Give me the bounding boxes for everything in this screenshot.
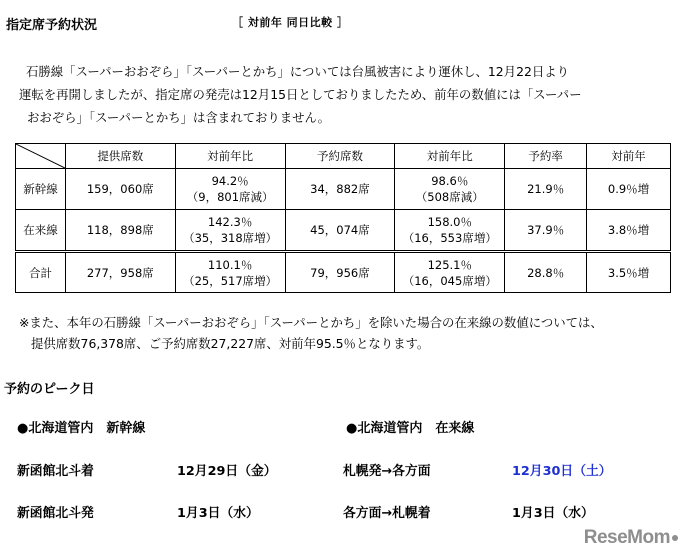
ratio: 98.6％ <box>431 174 469 188</box>
row-label: 在来線 <box>16 210 66 252</box>
seats-yoy-cell <box>175 210 285 252</box>
table-header-row <box>16 144 671 169</box>
rate-yoy-cell: 3.8％増 <box>587 210 671 252</box>
logo-dot-icon <box>672 535 678 541</box>
header-rate: 予約率 <box>505 144 587 169</box>
table-row <box>16 169 671 210</box>
peak-heading: 予約のピーク日 <box>4 382 95 397</box>
rate-yoy-cell: 3.5％増 <box>587 252 671 293</box>
header-seats-yoy: 対前年比 <box>175 144 285 169</box>
rate-yoy-cell: 0.9％増 <box>587 169 671 210</box>
peak-route: 新函館北斗着 <box>17 464 94 479</box>
reserved-yoy-cell <box>395 169 505 210</box>
footnote-line: ※また、本年の石勝線「スーパーおおぞら」「スーパーとかち」を除いた場合の在来線の数値については、 <box>19 315 603 330</box>
peak-route: 各方面→札幌着 <box>343 506 431 521</box>
seats-cell: 277，958席 <box>65 252 175 293</box>
seats-cell: 118，898席 <box>65 210 175 252</box>
ratio: 94.2％ <box>211 174 249 188</box>
reserved-cell: 34，882席 <box>285 169 395 210</box>
reservation-table <box>15 143 671 293</box>
reserved-yoy-cell <box>395 252 505 293</box>
seats-cell: 159，060席 <box>65 169 175 210</box>
diff: （508席減） <box>415 190 484 204</box>
peak-date-highlight: 12月30日（土） <box>512 464 612 479</box>
footnote <box>19 312 603 354</box>
table-row <box>16 210 671 252</box>
rate-cell: 37.9％ <box>505 210 587 252</box>
peak-date: 1月3日（水） <box>177 506 259 521</box>
table-row-total <box>16 252 671 293</box>
section-conventional: ●北海道管内 在来線 <box>346 421 475 436</box>
rate-cell: 21.9％ <box>505 169 587 210</box>
ratio: 110.1％ <box>207 257 253 272</box>
row-label: 新幹線 <box>16 169 66 210</box>
peak-route: 札幌発→各方面 <box>343 464 431 479</box>
peak-route: 新函館北斗発 <box>17 506 94 521</box>
intro-line: 石勝線「スーパーおおぞら」「スーパーとかち」については台風被害により運休し、12月22日より <box>26 64 570 79</box>
ratio: 125.1％ <box>427 257 472 272</box>
header-reserved: 予約席数 <box>285 144 395 169</box>
diagonal-corner-cell <box>16 144 66 169</box>
peak-date: 1月3日（水） <box>512 506 594 521</box>
ratio: 158.0％ <box>427 215 472 229</box>
rate-cell: 28.8％ <box>505 252 587 293</box>
diff: （9，801席減） <box>186 190 274 204</box>
diff: （25，517席増） <box>183 273 278 288</box>
reserved-cell: 79，956席 <box>285 252 395 293</box>
comparison-subtitle: ［ 対前年 同日比較 ］ <box>232 16 349 29</box>
diff: （35，318席増） <box>183 231 278 245</box>
intro-line: 運転を再開しましたが、指定席の発売は12月15日としておりましたため、前年の数値には「スーパー <box>19 87 582 102</box>
footnote-line: 提供席数76,378席、ご予約席数27,227席、対前年95.5％となります。 <box>31 336 430 351</box>
header-seats: 提供席数 <box>65 144 175 169</box>
intro-paragraph <box>14 60 582 129</box>
peak-date: 12月29日（金） <box>177 464 277 479</box>
page-title: 指定席予約状況 <box>6 18 98 33</box>
header-rate-yoy: 対前年 <box>587 144 671 169</box>
diff: （16，553席増） <box>402 231 497 245</box>
row-label: 合計 <box>16 252 66 293</box>
diff: （16，045席増） <box>402 273 497 288</box>
seats-yoy-cell <box>175 252 285 293</box>
diagonal-line <box>16 144 65 168</box>
section-shinkansen: ●北海道管内 新幹線 <box>17 421 146 436</box>
ratio: 142.3％ <box>207 215 253 229</box>
intro-line: おおぞら」「スーパーとかち」は含まれておりません。 <box>27 110 331 125</box>
seats-yoy-cell <box>175 169 285 210</box>
logo-text: ReseMom <box>583 527 670 548</box>
resemom-logo <box>584 527 678 549</box>
header-reserved-yoy: 対前年比 <box>395 144 505 169</box>
reserved-cell: 45，074席 <box>285 210 395 252</box>
reserved-yoy-cell <box>395 210 505 252</box>
